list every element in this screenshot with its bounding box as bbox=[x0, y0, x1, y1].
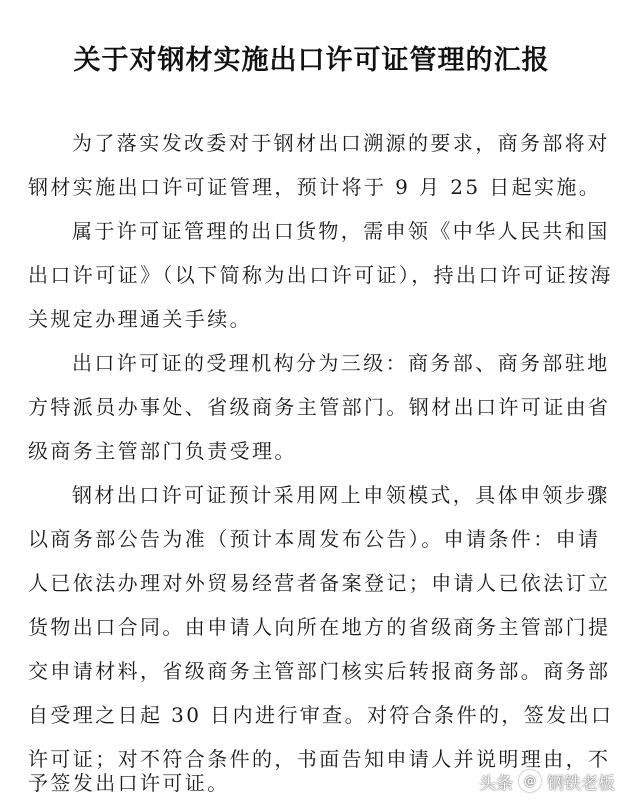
text-line: 出口许可证的受理机构分为三级：商务部、商务部驻地 bbox=[72, 351, 610, 375]
text-line: 为了落实发改委对于钢材出口溯源的要求，商务部将对 bbox=[72, 131, 610, 155]
watermark-source: 头条 bbox=[479, 773, 513, 794]
at-circle-icon: @ bbox=[519, 770, 541, 792]
text-line: 人已依法办理对外贸易经营者备案登记；申请人已依法订立 bbox=[28, 571, 611, 595]
text-line: 自受理之日起 30 日内进行审查。对符合条件的，签发出口 bbox=[28, 703, 614, 727]
text-line: 钢材出口许可证预计采用网上申领模式，具体申领步骤 bbox=[72, 483, 610, 507]
watermark-author: 钢铁老板 bbox=[547, 773, 615, 794]
text-line: 货物出口合同。由申请人向所在地方的省级商务主管部门提 bbox=[28, 615, 611, 639]
text-line: 级商务主管部门负责受理。 bbox=[28, 439, 297, 463]
text-line: 出口许可证》（以下简称为出口许可证），持出口许可证按海 bbox=[28, 263, 613, 287]
document-title: 关于对钢材实施出口许可证管理的汇报 bbox=[73, 45, 550, 76]
text-line: 以商务部公告为准（预计本周发布公告）。申请条件：申请 bbox=[28, 527, 601, 551]
text-line: 钢材实施出口许可证管理，预计将于 9 月 25 日起实施。 bbox=[28, 175, 602, 199]
text-line: 予签发出口许可证。 bbox=[28, 771, 230, 795]
text-line: 许可证；对不符合条件的，书面告知申请人并说明理由，不 bbox=[28, 747, 611, 771]
text-line: 方特派员办事处、省级商务主管部门。钢材出口许可证由省 bbox=[28, 395, 611, 419]
text-line: 交申请材料，省级商务主管部门核实后转报商务部。商务部 bbox=[28, 659, 611, 683]
text-line: 属于许可证管理的出口货物，需申领《中华人民共和国 bbox=[72, 219, 610, 243]
watermark bbox=[479, 768, 615, 794]
text-line: 关规定办理通关手续。 bbox=[28, 307, 252, 331]
